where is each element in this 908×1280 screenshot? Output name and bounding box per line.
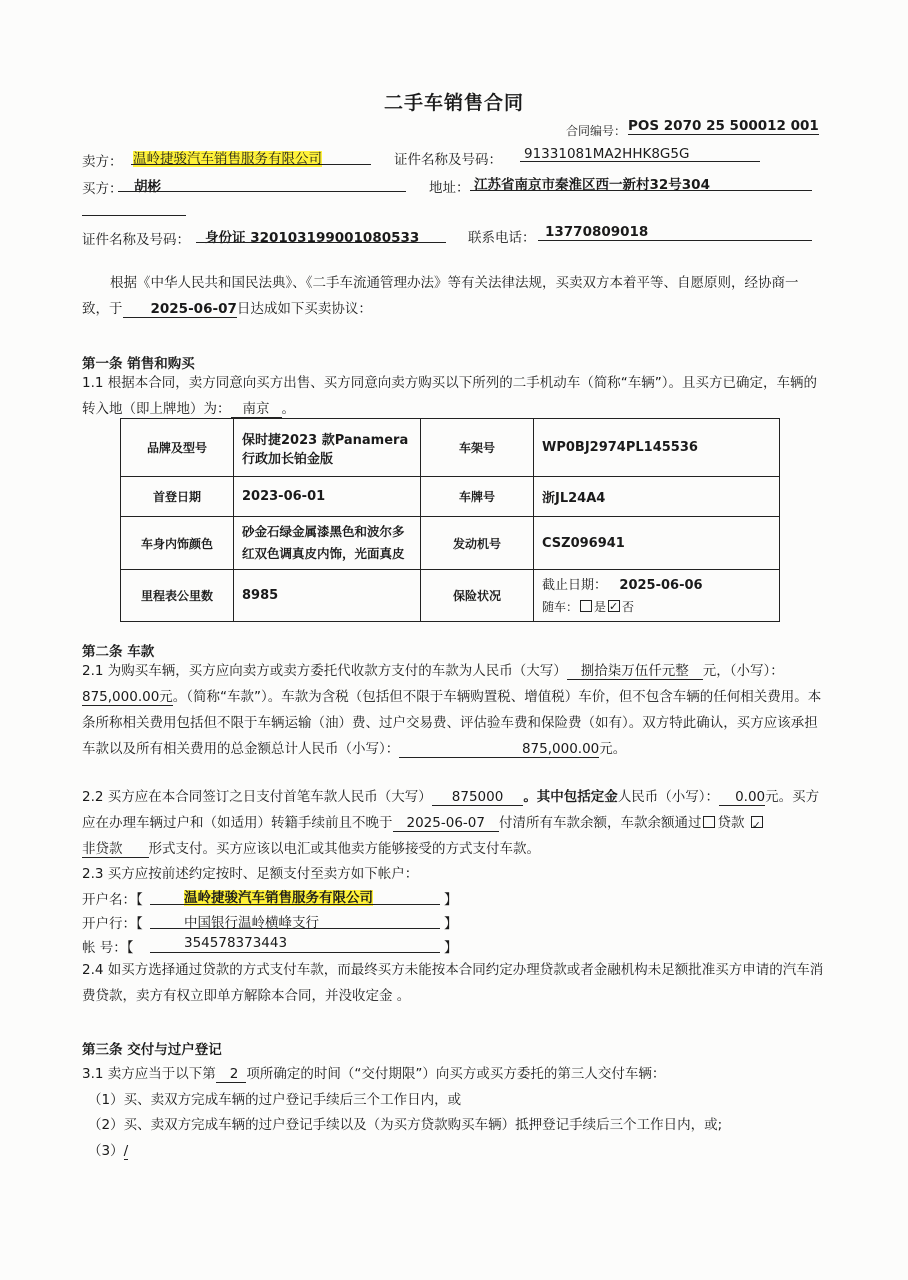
- bank-label: 开户行：【: [82, 916, 143, 932]
- buyer-phone-label: 联系电话：: [468, 230, 536, 246]
- table-row: [121, 419, 780, 477]
- buyer-id: 身份证 320103199001080533: [205, 230, 420, 246]
- plate-label: 车牌号: [421, 477, 534, 517]
- bank-name: 中国银行温岭横峰支行: [184, 915, 319, 931]
- page-title: 二手车销售合同: [383, 92, 524, 114]
- plate-value: 浙JL24A4: [534, 477, 780, 517]
- first-payment: 875000: [432, 789, 524, 806]
- account-no-label: 帐 号：【: [82, 940, 134, 956]
- buyer-name-underline: [118, 191, 406, 192]
- contract-no-label: 合同编号：: [566, 124, 627, 138]
- clause-2-3: 2.3 买方应按前述约定按时、足额支付至卖方如下帐户：: [82, 866, 419, 882]
- table-row: [121, 517, 780, 570]
- reg-date-value: 2023-06-01: [234, 477, 421, 517]
- engine-value: CSZ096941: [534, 517, 780, 570]
- checkbox-loan[interactable]: [703, 816, 715, 828]
- contract-no: POS 2070 25 500012 001: [628, 118, 819, 134]
- seller-label: 卖方：: [82, 154, 123, 170]
- delivery-option: 2: [216, 1066, 247, 1083]
- buyer-address-label: 地址：: [429, 180, 470, 196]
- bank-underline: [150, 928, 440, 929]
- vin-value: WP0BJ2974PL145536: [534, 419, 780, 477]
- account-no-underline: [150, 952, 440, 953]
- table-row: [121, 570, 780, 622]
- brand-label: 品牌及型号: [121, 419, 234, 477]
- option-3-value: /: [123, 1143, 129, 1159]
- clause-2-2: 2.2 买方应在本合同签订之日支付首笔车款人民币（大写） 875000 。其中包括定金人民币（小写）： 0.00元。买方应在办理车辆过户和（如适用）转籍手续前且不晚于 2025-06-07 付清所有车款余额，车款余额通过 贷款 ✓非贷款 形式支付。买方应该以电汇或其他卖方能够接受的方式支付车款。: [82, 784, 824, 862]
- seller-name-underline: [131, 164, 371, 165]
- article-1-heading: 第一条 销售和购买: [82, 356, 195, 372]
- account-name-underline: [150, 904, 440, 905]
- clause-2-4: 2.4 如买方选择通过贷款的方式支付车款，而最终买方未能按本合同约定办理贷款或者金融机构未足额批准买方申请的汽车消费贷款，卖方有权立即单方解除本合同，并没收定金 。: [82, 962, 824, 1004]
- option-3: （3）/: [88, 1143, 129, 1159]
- color-value: 砂金石绿金属漆黑色和波尔多红双色调真皮内饰，光面真皮: [234, 517, 421, 570]
- seller-id: 91331081MA2HHK8G5G: [524, 146, 690, 162]
- account-name: 温岭捷骏汽车销售服务有限公司: [184, 890, 373, 906]
- reg-date-label: 首登日期: [121, 477, 234, 517]
- insurance-value: 截止日期： 2025-06-06 随车： 是✓ 否: [534, 570, 780, 622]
- amount-in-figures: 875,000.00元: [82, 689, 173, 705]
- transfer-city: 南京: [231, 401, 282, 418]
- table-row: [121, 477, 780, 517]
- brand-value: 保时捷2023 款Panamera 行政加长铂金版: [234, 419, 421, 477]
- account-name-label: 开户名：【: [82, 892, 143, 908]
- agreement-date: 2025-06-07: [123, 301, 237, 318]
- mileage-label: 里程表公里数: [121, 570, 234, 622]
- buyer-phone-underline: [538, 240, 812, 241]
- buyer-label: 买方：: [82, 181, 123, 197]
- checkbox-no-checked[interactable]: [608, 600, 620, 612]
- article-2-heading: 第二条 车款: [82, 644, 155, 660]
- buyer-address-underline: [470, 190, 812, 191]
- buyer-name: 胡彬: [134, 179, 161, 195]
- seller-id-underline: [520, 161, 760, 162]
- clause-2-1: 2.1 为购买车辆，买方应向卖方或卖方委托代收款方支付的车款为人民币（大写） 捌拾柒万伍仟元整 元，（小写）：875,000.00元。（简称“车款”）。车款为含税（包括但不限于车辆购置税、增值税）车价，但不包含车辆的任何相关费用。本条所称相关费用包括但不限于车辆运输（油）费、过户交易费、评估验车费和保险费（如有）。双方特此确认，买方应该承担车款以及所有相关费用的总金额总计人民币（小写）： 875,000.00元。: [82, 663, 822, 757]
- buyer-id-label: 证件名称及号码：: [82, 232, 190, 248]
- option-1: （1）买、卖双方完成车辆的过户登记手续后三个工作日内，或: [88, 1092, 462, 1108]
- total-amount: 875,000.00: [399, 741, 599, 758]
- color-label: 车身内饰颜色: [121, 517, 234, 570]
- insurance-expiry: 2025-06-06: [619, 577, 703, 593]
- engine-label: 发动机号: [421, 517, 534, 570]
- payment-deadline: 2025-06-07: [393, 815, 499, 832]
- article-3-heading: 第三条 交付与过户登记: [82, 1042, 222, 1058]
- mileage-value: 8985: [234, 570, 421, 622]
- vin-label: 车架号: [421, 419, 534, 477]
- clause-1-1: 1.1 根据本合同，卖方同意向买方出售、买方同意向卖方购买以下所列的二手机动车（简称“车辆”）。且买方已确定，车辆的转入地（即上牌地）为： 南京 。: [82, 375, 817, 417]
- preamble-paragraph: 根据《中华人民共和国民法典》、《二手车流通管理办法》等有关法律法规，买卖双方本着平等、自愿原则，经协商一致，于 2025-06-07日达成如下买卖协议：: [82, 275, 799, 317]
- checkbox-yes[interactable]: [580, 600, 592, 612]
- amount-in-words: 捌拾柒万伍仟元整: [567, 663, 703, 680]
- account-no: 354578373443: [184, 935, 288, 951]
- seller-id-label: 证件名称及号码：: [394, 152, 502, 168]
- insurance-label: 保险状况: [421, 570, 534, 622]
- checkbox-non-loan-checked[interactable]: [751, 816, 763, 828]
- seller-name: 温岭捷骏汽车销售服务有限公司: [133, 151, 322, 167]
- deposit-amount: 0.00: [719, 789, 765, 806]
- contract-page: 二手车销售合同 合同编号： POS 2070 25 500012 001 卖方： 温岭捷骏汽车销售服务有限公司 证件名称及号码： 91331081MA2HHK8G5G 买方： 胡彬 地址： 江苏省南京市秦淮区西一新村32号304 证件名称及号码： 身份证 320103199001080533 联系电话： 13770809018 根据《中华人民共和国民法典》、《二手车流通管理办法》等有关法律法规，买卖双方本着平等、自愿原则，经协商一致，于 2025-06-07日达成如下买卖协议： 第一条 销售和购买 1.1 根据本合同，卖方同意向买方出售、买方同意向卖方购买以下所列的二手机动车（简称“车辆”）。且买方已确定，车辆的转入地（即上牌地）为： 南京 。 品牌及型号 保时捷2023 款Panamera 行政加长铂金版 车架号 WP0BJ2974PL145536 首登日期 2023-06-01 车牌号 浙JL24A4 车身内饰颜色 砂金石绿金属漆黑色和波尔多红双色调真皮内饰，光面真皮 发动机号 CSZ096941 里程表公里数 8985 保险状况 截止日期： 2025-06-06 随车： 是✓ 否 第二条 车款 2.1 为购买车辆，买方应向卖方或卖方委托代收款方支付的车款为人民币（大写） 捌拾柒万伍仟元整 元，（小写）：875,000.00元。（简称“车款”）。车款为含税（包括但不限于车辆购置税、增值税）车价，但不包含车辆的任何相关费用。本条所称相关费用包括但不限于车辆运输（油）费、过户交易费、评估验车费和保险费（如有）。双方特此确认，买方应该承担车款以及所有相关费用的总金额总计人民币（小写）： 875,000.00元。 2.2 买方应在本合同签订之日支付首笔车款人民币（大写） 875000 。其中包括定金人民币（小写）： 0.00元。买方应在办理车辆过户和（如适用）转籍手续前且不晚于 2025-06-07 付清所有车款余额，车款余额通过 贷款 ✓非贷款 形式支付。买方应该以电汇或其他卖方能够接受的方式支付车款。 2.3 买方应按前述约定按时、足额支付至卖方如下帐户： 开户名：【 温岭捷骏汽车销售服务有限公司 】 开户行：【 中国银行温岭横峰支行 】 帐 号：【 354578373443 】 2.4 如买方选择通过贷款的方式支付车款，而最终买方未能按本合同约定办理贷款或者金融机构未足额批准买方申请的汽车消费贷款，卖方有权立即单方解除本合同，并没收定金 。 第三条 交付与过户登记 3.1 卖方应当于以下第 2 项所确定的时间（“交付期限”）向买方或买方委托的第三人交付车辆： （1）买、卖双方完成车辆的过户登记手续后三个工作日内，或 （2）买、卖双方完成车辆的过户登记手续以及（为买方贷款购买车辆）抵押登记手续后三个工作日内，或; （3）/: [0, 0, 908, 1280]
- option-2: （2）买、卖双方完成车辆的过户登记手续以及（为买方贷款购买车辆）抵押登记手续后三个工作日内，或;: [88, 1117, 723, 1133]
- vehicle-info-table: [120, 418, 780, 622]
- buyer-id-underline: [196, 242, 446, 243]
- buyer-phone: 13770809018: [545, 224, 649, 240]
- buyer-address: 江苏省南京市秦淮区西一新村32号304: [474, 177, 710, 193]
- address-continuation-line: [82, 215, 186, 216]
- clause-3-1: 3.1 卖方应当于以下第 2 项所确定的时间（“交付期限”）向买方或买方委托的第三人交付车辆：: [82, 1066, 666, 1082]
